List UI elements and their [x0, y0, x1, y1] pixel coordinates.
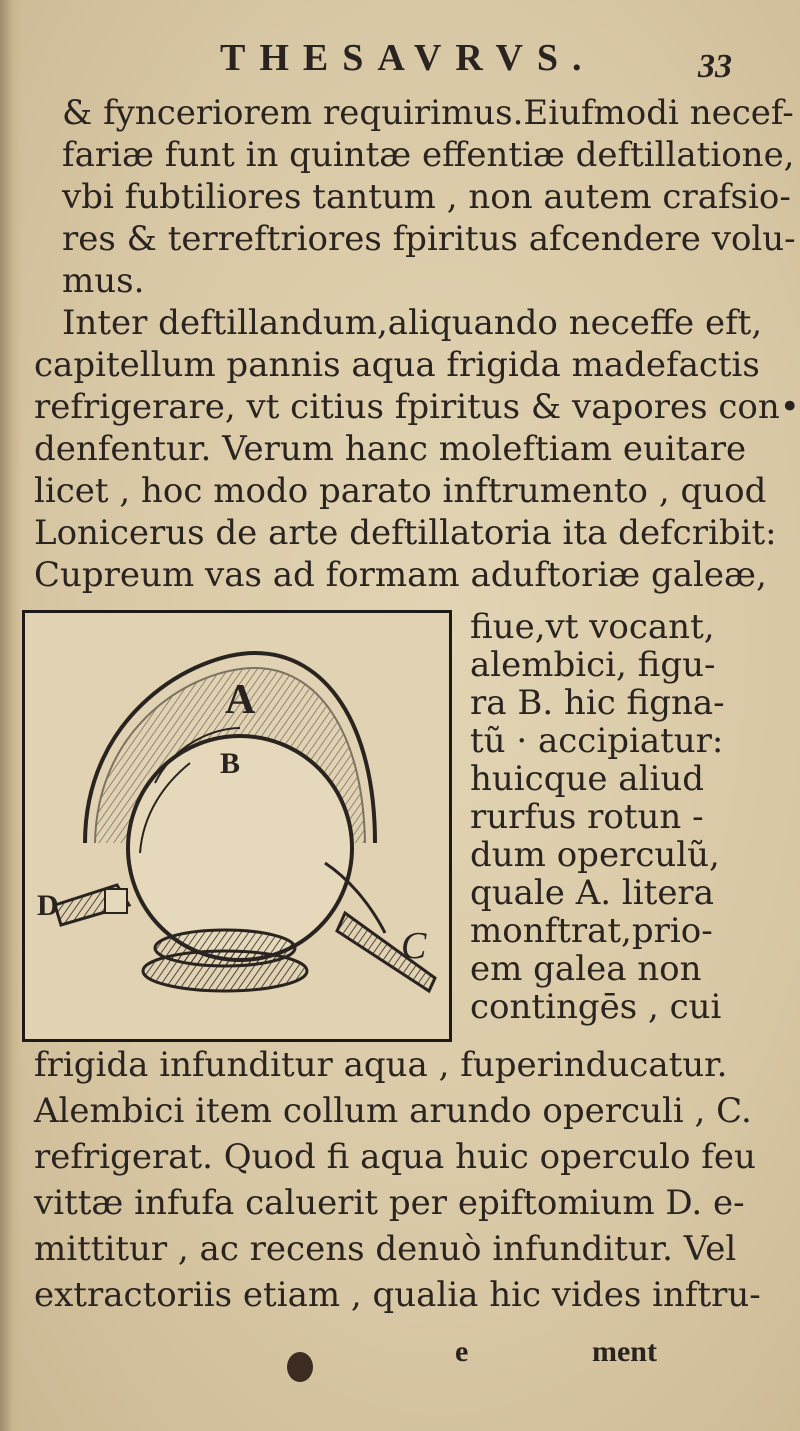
text-line: extractoriis etiam , qualia hic vides inftru-	[34, 1275, 761, 1315]
text-line: quale A. litera	[470, 873, 714, 913]
signature-mark: e	[455, 1335, 469, 1368]
text-line: & fynceriorem requirimus.Eiufmodi necef-	[62, 93, 794, 133]
figure-label-d: D	[37, 889, 59, 922]
text-line: monftrat,prio-	[470, 911, 713, 951]
text-line: ra B. hic figna-	[470, 683, 725, 723]
figure-label-a: A	[225, 677, 256, 723]
text-line: vittæ infufa caluerit per epiftomium D. e-	[34, 1183, 745, 1223]
text-line: licet , hoc modo parato inftrumento , quod	[34, 471, 767, 511]
text-line: Alembici item collum arundo operculi , C.	[34, 1091, 752, 1131]
text-line: res & terreftriores fpiritus afcendere volu-	[62, 219, 796, 259]
text-line: mittitur , ac recens denuò infunditur. Vel	[34, 1229, 737, 1269]
alembic-illustration	[22, 610, 452, 1042]
figure-label-b: B	[220, 747, 241, 780]
text-line: frigida infunditur aqua , fuperinducatur.	[34, 1045, 728, 1085]
text-line: vbi fubtiliores tantum , non autem crafsio-	[62, 177, 791, 217]
text-line: mus.	[62, 261, 145, 301]
running-head	[0, 36, 800, 86]
text-line: refrigerare, vt citius fpiritus & vapores con•	[34, 387, 800, 427]
text-line: capitellum pannis aqua frigida madefactis	[34, 345, 760, 385]
binding-gutter	[0, 0, 22, 1431]
running-title: THESAVRVS.	[220, 37, 596, 79]
text-line: tũ · accipiatur:	[470, 721, 724, 761]
text-line: Inter deftillandum,aliquando neceffe eft,	[62, 303, 763, 343]
catchword: ment	[592, 1335, 657, 1368]
text-line: Lonicerus de arte deftillatoria ita defcribit:	[34, 513, 777, 553]
text-line: refrigerat. Quod fi aqua huic operculo feu	[34, 1137, 756, 1177]
text-line: Cupreum vas ad formam aduftoriæ galeæ,	[34, 555, 767, 595]
text-line: rurfus rotun -	[470, 797, 704, 837]
text-line: dum operculũ,	[470, 835, 720, 875]
figure-label-c: C	[401, 925, 427, 967]
text-line: alembici, figu-	[470, 645, 716, 685]
text-line: huicque aliud	[470, 759, 704, 799]
text-line: denfentur. Verum hanc moleftiam euitare	[34, 429, 747, 469]
text-line: fariæ funt in quintæ effentiæ deftillatione,	[62, 135, 795, 175]
text-line: contingēs , cui	[470, 987, 722, 1027]
text-line: em galea non	[470, 949, 702, 989]
page-number: 33	[698, 48, 732, 85]
ink-blot	[287, 1352, 313, 1382]
text-line: fiue,vt vocant,	[470, 607, 715, 647]
